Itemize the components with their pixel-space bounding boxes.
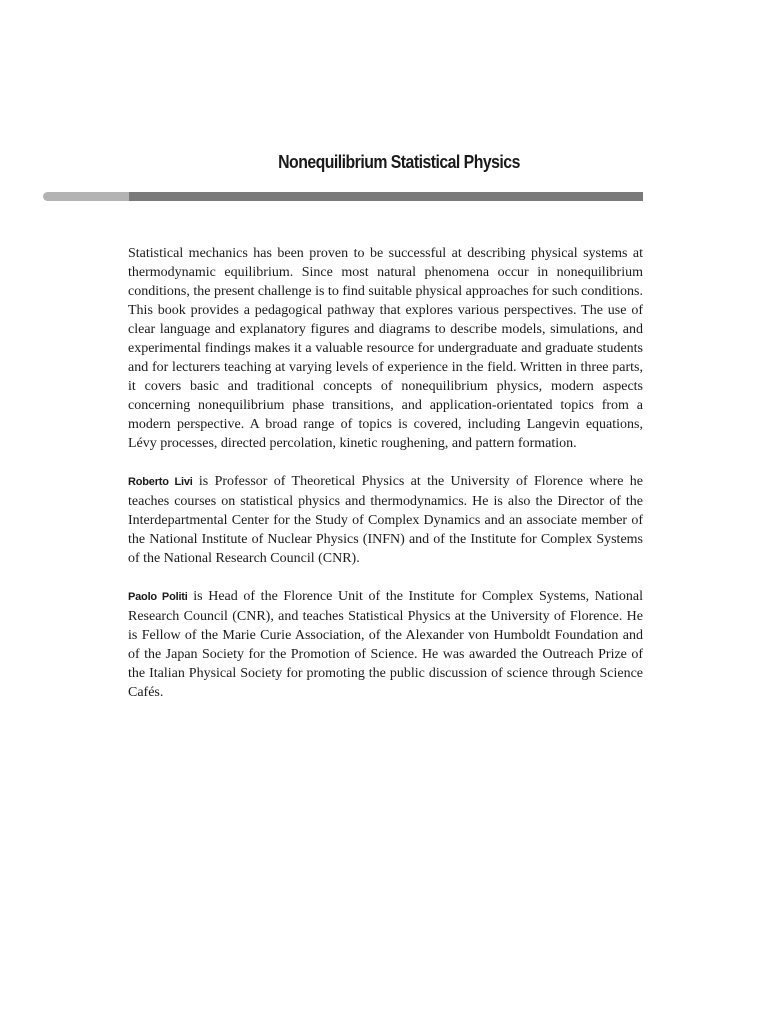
divider-light-segment xyxy=(43,192,133,201)
author-bio-2 xyxy=(128,587,643,702)
page-title: Nonequilibrium Statistical Physics xyxy=(278,152,520,172)
book-description: Statistical mechanics has been proven to be successful at describing physical systems at thermodynamic equilibrium. Since most natural phenomena occur in nonequilibrium conditions, the present challenge is to find suitable physical approaches for such conditions. This book provides a pedagogical pathway that explores various perspectives. The use of clear language and explanatory figures and diagrams to describe models, simulations, and experimental findings makes it a valuable resource for undergraduate and graduate students and for lecturers teaching at varying levels of experience in the field. Written in three parts, it covers basic and traditional concepts of nonequilibrium physics, modern aspects concerning nonequilibrium phase transitions, and application-orientated topics from a modern perspective. A broad range of topics is covered, including Langevin equations, Lévy processes, directed percolation, kinetic roughening, and pattern formation. xyxy=(128,246,643,451)
divider-dark-segment xyxy=(129,192,643,201)
author-bio-1 xyxy=(128,472,643,568)
blurb-body xyxy=(128,244,643,721)
author-bio-text-1: is Professor of Theoretical Physics at the University of Florence where he teaches courses on statistical physics and thermodynamics. He is also the Director of the Interdepartmental Center for the Study of Complex Dynamics and an associate member of the National Institute of Nuclear Physics (INFN) and of the Institute for Complex Systems of the National Research Council (CNR). xyxy=(128,474,643,566)
author-name-2: Paolo Politi xyxy=(128,591,188,603)
title-divider xyxy=(43,192,643,201)
author-name-1: Roberto Livi xyxy=(128,476,193,488)
author-bio-text-2: is Head of the Florence Unit of the Institute for Complex Systems, National Research Council (CNR), and teaches Statistical Physics at the University of Florence. He is Fellow of the Marie Curie Association, of the Alexander von Humboldt Foundation and of the Japan Society for the Promotion of Science. He was awarded the Outreach Prize of the Italian Physical Society for promoting the public discussion of science through Science Cafés. xyxy=(128,589,643,700)
